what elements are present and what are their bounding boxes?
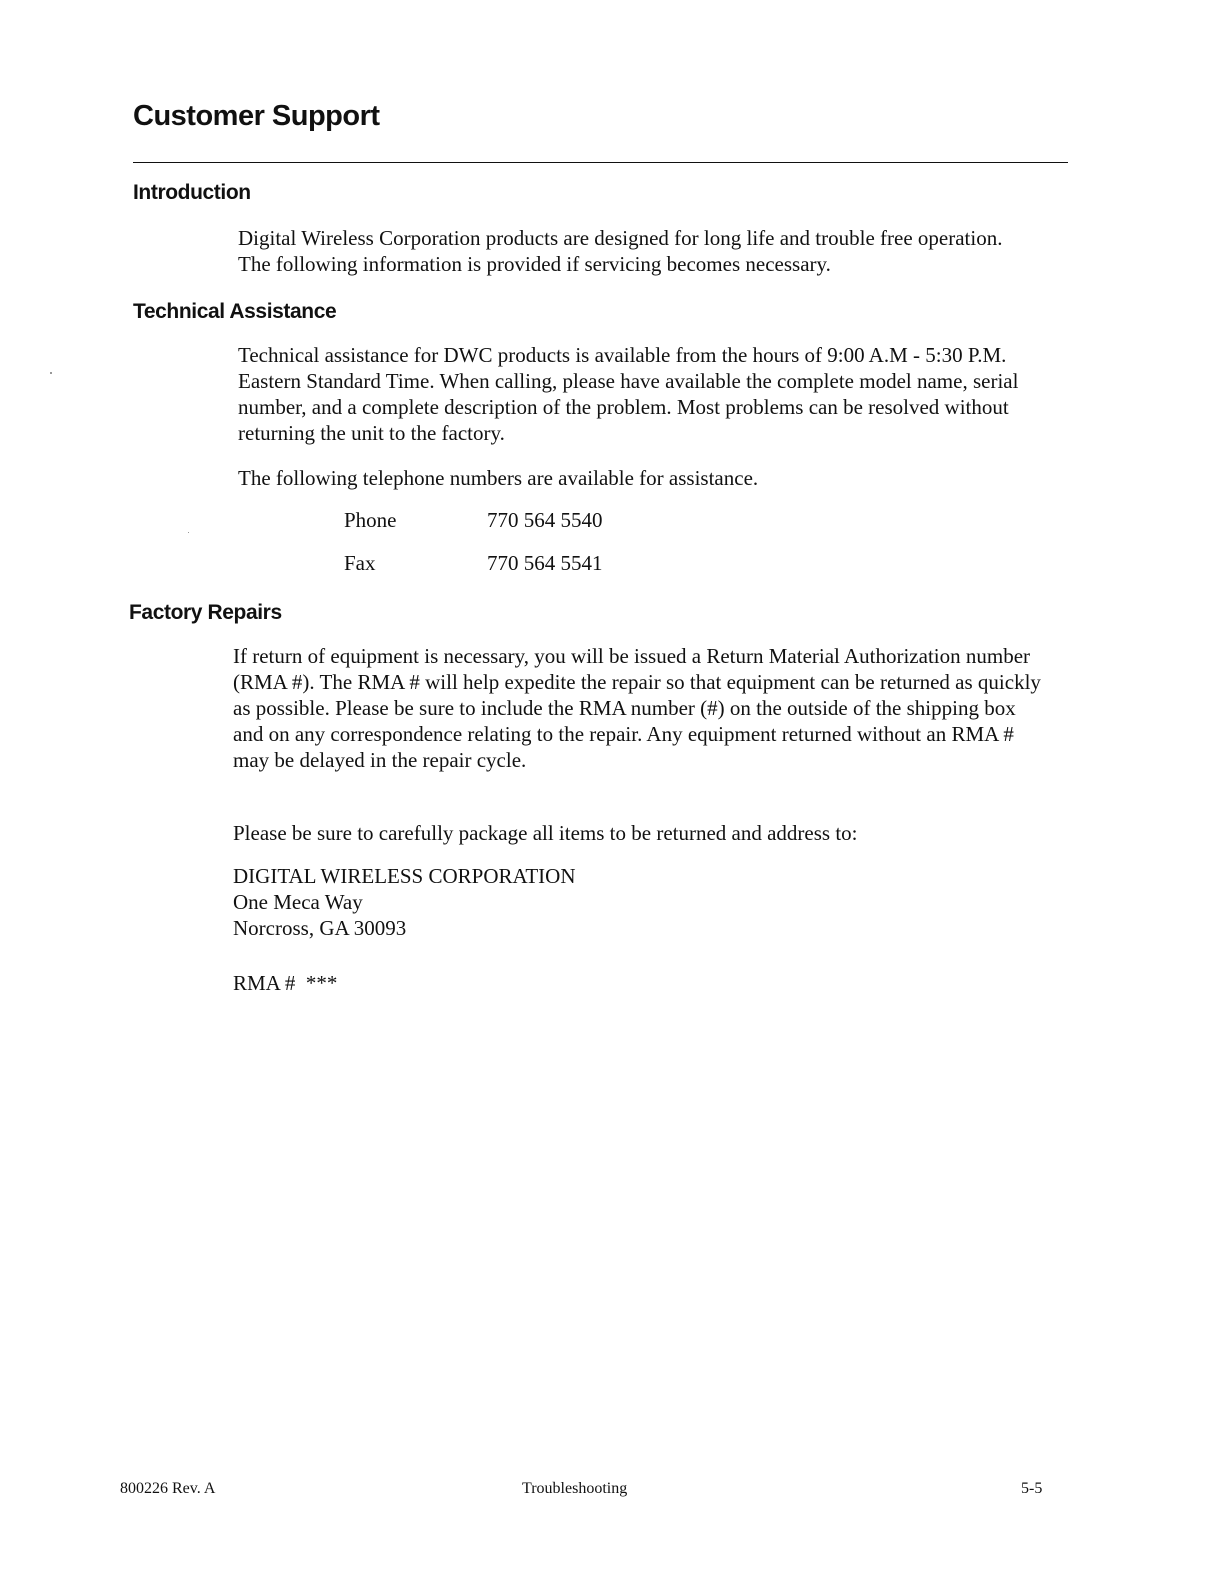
technical-assistance-heading: Technical Assistance [133,300,337,323]
factory-repairs-paragraph: If return of equipment is necessary, you will be issued a Return Material Authorization number (RMA #). The RMA # will help expedite the repair so that equipment can be returned as quickly as possible. Please be sure to include the RMA number (#) on the outside of the shipping box and on any correspondence relating to the repair. Any equipment returned without an RMA # may be delayed in the repair cycle. [233,644,1041,772]
scan-speck [50,372,52,374]
technical-assistance-paragraph: Technical assistance for DWC products is available from the hours of 9:00 A.M - 5:30 P.M. Eastern Standard Time. When calling, please have available the complete model name, serial number, and a complete description of the problem. Most problems can be resolved without returning the unit to the factory. [238,343,1019,445]
footer-page-number: 5-5 [1021,1480,1043,1497]
return-address [233,863,833,941]
title-divider [133,162,1068,163]
phone-label: Phone [344,508,397,532]
introduction-paragraph: Digital Wireless Corporation products are designed for long life and trouble free operation. The following information is provided if servicing becomes necessary. [238,226,1003,276]
footer-doc-number: 800226 Rev. A [120,1480,216,1497]
factory-repairs-heading: Factory Repairs [129,601,282,624]
page-title: Customer Support [133,100,380,132]
address-company: DIGITAL WIRELESS CORPORATION [233,864,576,888]
footer-section: Troubleshooting [522,1480,628,1497]
rma-line: RMA # *** [233,971,338,995]
introduction-heading: Introduction [133,181,251,204]
telephone-numbers-intro: The following telephone numbers are available for assistance. [238,466,759,490]
scan-speck [188,532,189,533]
address-city-state-zip: Norcross, GA 30093 [233,916,407,940]
package-instructions: Please be sure to carefully package all items to be returned and address to: [233,821,858,845]
fax-number: 770 564 5541 [487,551,603,575]
fax-label: Fax [344,551,376,575]
address-street: One Meca Way [233,890,363,914]
phone-number: 770 564 5540 [487,508,603,532]
